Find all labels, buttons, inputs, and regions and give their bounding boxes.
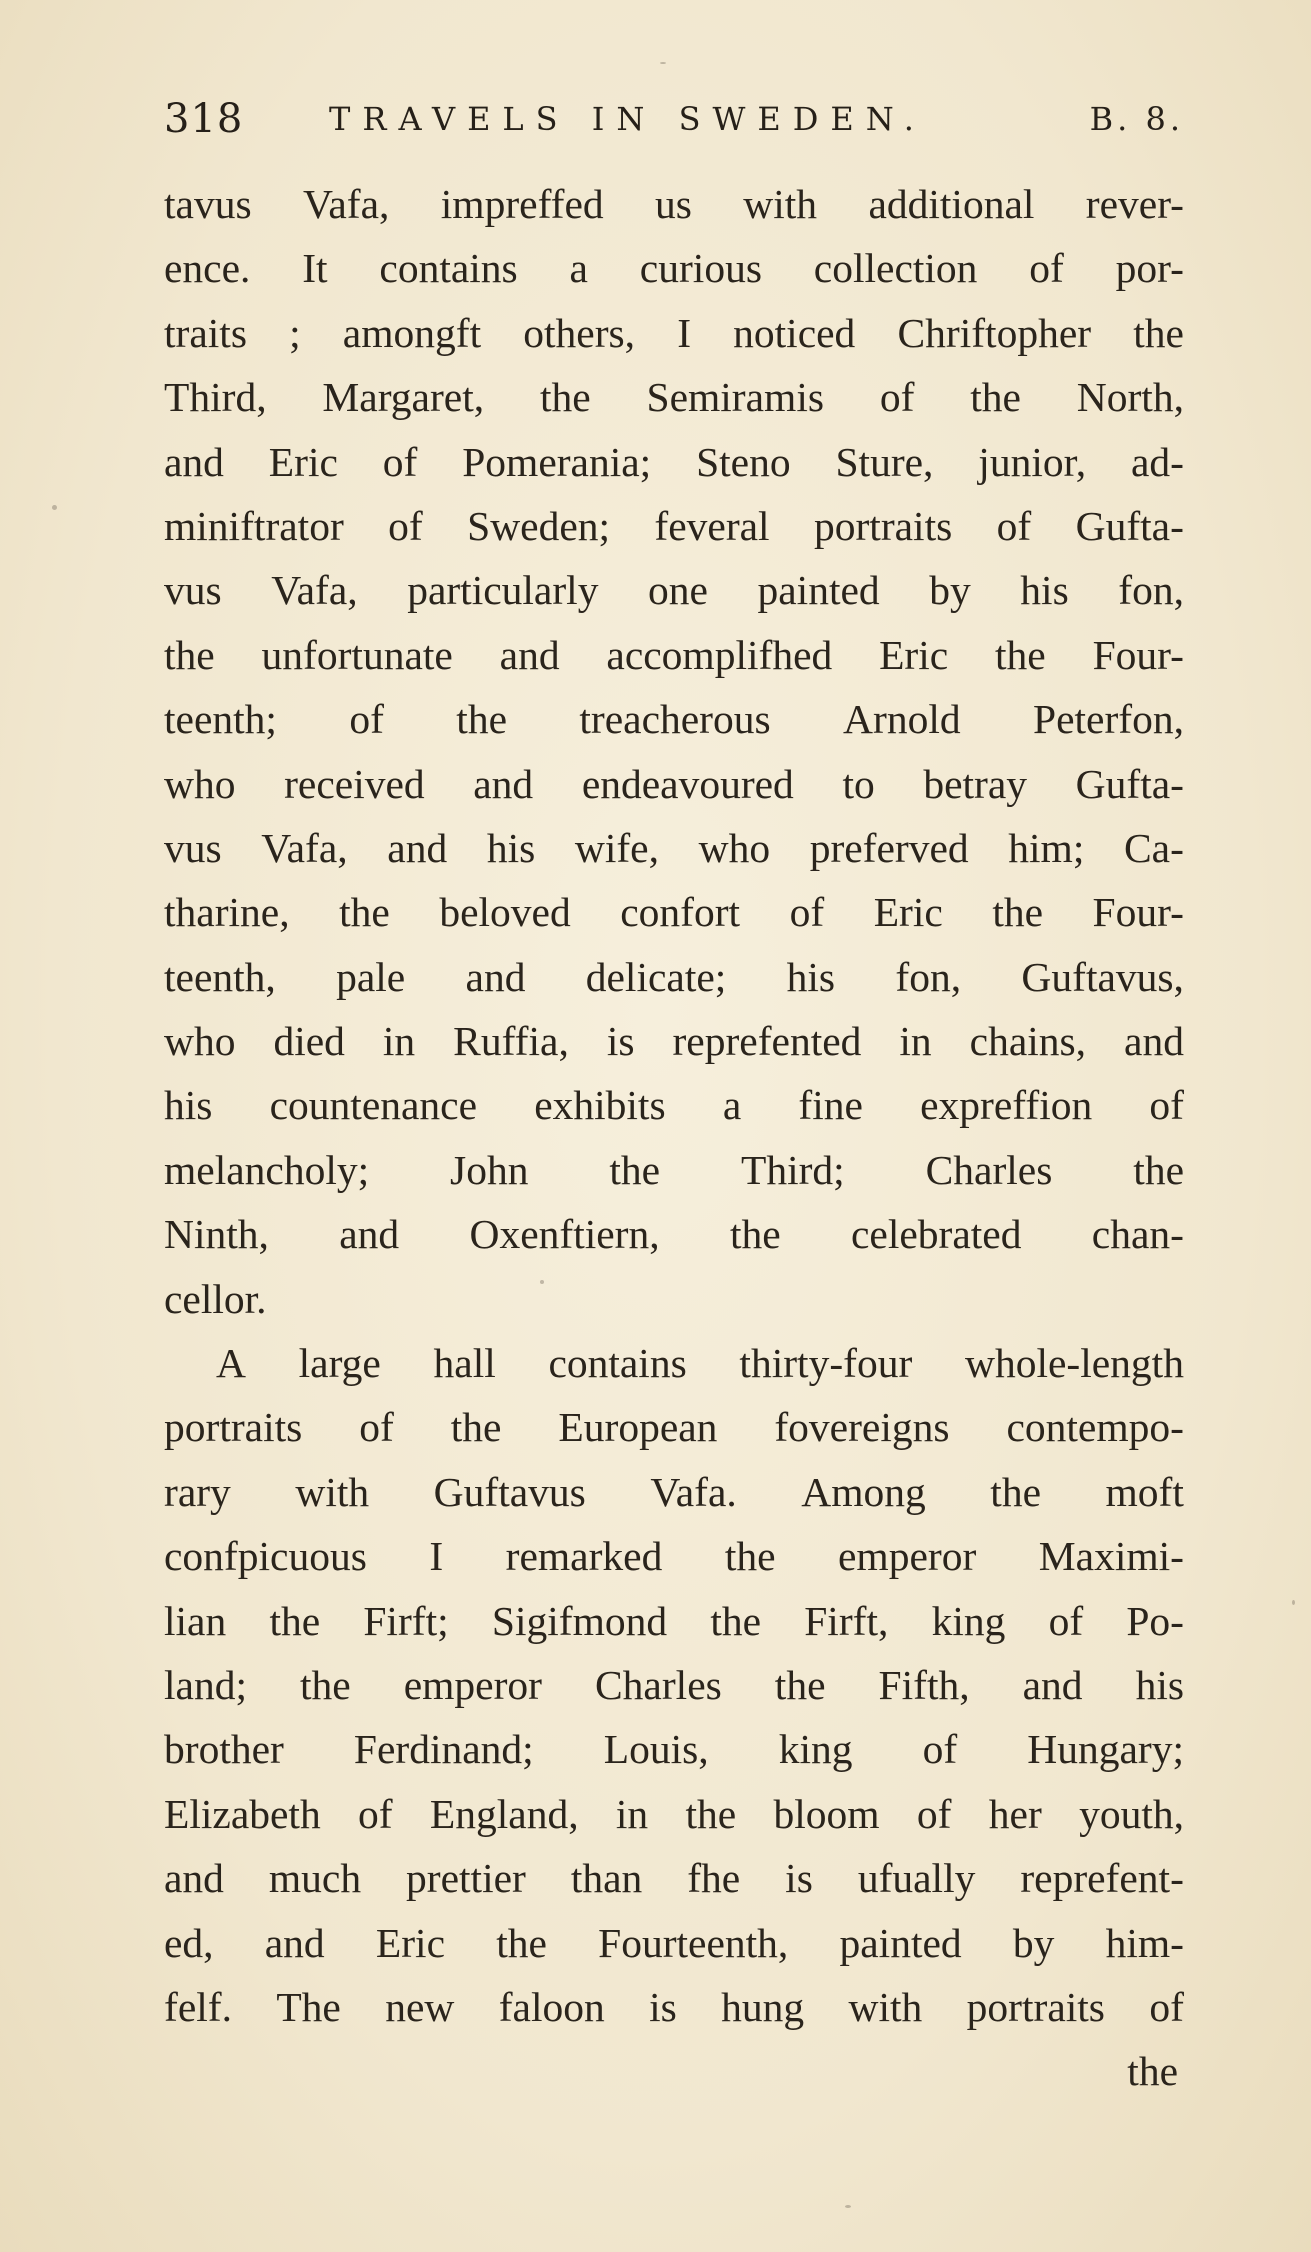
text-line [164, 1782, 1184, 1846]
word: fon, [895, 953, 962, 1000]
word: treacherous [579, 696, 771, 743]
word: traits [164, 309, 247, 356]
word: in [382, 1018, 416, 1065]
word: portraits [164, 1404, 303, 1451]
word: the [774, 1661, 826, 1708]
word: of [1048, 1597, 1084, 1644]
word: the [1133, 1146, 1184, 1193]
word: John [450, 1146, 529, 1193]
word: preferved [809, 824, 969, 871]
word: in [615, 1790, 649, 1837]
word: of [916, 1790, 952, 1837]
word: countenance [269, 1082, 478, 1129]
text-line [164, 816, 1184, 880]
text-line [164, 1073, 1184, 1137]
word: Eric [879, 631, 949, 678]
word: unfortunate [261, 631, 453, 678]
word: emperor [838, 1533, 977, 1580]
word: Firft, [804, 1597, 889, 1644]
word: rary [164, 1468, 231, 1515]
word: painted [839, 1919, 962, 1966]
word: one [648, 567, 708, 614]
word: Third, [164, 374, 267, 421]
word: the [995, 631, 1046, 678]
word: his [1020, 567, 1069, 614]
text-line [164, 1138, 1184, 1202]
word: by [929, 567, 971, 614]
word: portraits [813, 502, 953, 549]
word: betray [923, 760, 1028, 807]
word: teenth; [164, 696, 277, 743]
text-line [164, 1331, 1184, 1395]
word: and [264, 1919, 325, 1966]
word: tharine, [164, 889, 290, 936]
word: tavus [164, 181, 252, 227]
word: Eric [375, 1919, 445, 1966]
word: brother [164, 1726, 284, 1773]
word: of [1149, 1082, 1184, 1129]
word: vus [164, 567, 222, 614]
word: I [677, 309, 692, 356]
text-line [164, 494, 1184, 558]
word: is [606, 1018, 635, 1065]
word: is [649, 1983, 677, 2030]
word: Peterfon, [1033, 696, 1184, 743]
word: The [276, 1983, 341, 2030]
word: the [450, 1404, 502, 1451]
text-line [164, 172, 1184, 236]
word: the [992, 889, 1044, 936]
word: and [473, 760, 534, 807]
text-line [164, 623, 1184, 687]
word: the [729, 1211, 781, 1258]
text-line [164, 1911, 1184, 1975]
word: Gufta- [1075, 502, 1184, 549]
word: Chriftopher [897, 309, 1092, 356]
word: felf. [164, 1983, 232, 2030]
word: the [970, 374, 1021, 421]
text-line [164, 301, 1184, 365]
word: Arnold [843, 696, 961, 743]
word: beloved [439, 889, 571, 936]
text-line [164, 558, 1184, 622]
word: hall [433, 1340, 496, 1387]
word: Eric [873, 889, 943, 936]
word: Guftavus [433, 1468, 586, 1515]
word: and [164, 1855, 224, 1902]
word: remarked [505, 1533, 663, 1580]
word: rever- [1085, 181, 1184, 227]
text-line [164, 1975, 1184, 2039]
word: chan- [1091, 1211, 1184, 1258]
word: pale [336, 953, 406, 1000]
word: who [164, 760, 236, 807]
paper-speck [540, 1280, 544, 1284]
word: feveral [654, 502, 770, 549]
catchword: the [1127, 2048, 1178, 2095]
word: Ninth, [164, 1211, 269, 1258]
word: fine [798, 1082, 863, 1129]
word: us [655, 181, 692, 227]
word: Po- [1126, 1597, 1184, 1644]
word: and [1022, 1661, 1083, 1708]
text-line [164, 236, 1184, 300]
word: of [996, 502, 1032, 549]
word: fovereigns [774, 1404, 950, 1451]
word: amongft [342, 309, 482, 356]
word: the [609, 1146, 661, 1193]
word: a [722, 1082, 742, 1129]
word: Pomerania; [462, 438, 652, 485]
word: noticed [733, 309, 856, 356]
word: curious [639, 245, 762, 292]
body-text [164, 172, 1184, 2104]
paper-speck [845, 2205, 851, 2208]
word: Louis, [603, 1726, 709, 1773]
word: who [164, 1018, 236, 1065]
word: Firft; [363, 1597, 449, 1644]
running-title: TRAVELS IN SWEDEN. [329, 100, 926, 138]
word: received [284, 760, 425, 807]
word: the [339, 889, 390, 936]
word: the [1133, 309, 1184, 356]
word: the [164, 631, 215, 678]
word: who [698, 824, 771, 871]
word: Fifth, [878, 1661, 970, 1708]
paper-speck [660, 62, 666, 64]
word: thirty-four [739, 1340, 913, 1387]
word: vus [164, 824, 222, 871]
word: him; [1008, 824, 1085, 871]
word: the [539, 374, 591, 421]
word: Oxenftiern, [469, 1211, 660, 1258]
word: of [1029, 245, 1064, 292]
word: teenth, [164, 953, 276, 1000]
text-line [164, 1460, 1184, 1524]
book-marker: B. 8. [1089, 100, 1184, 138]
text-line [164, 430, 1184, 494]
word: reprefented [672, 1018, 862, 1065]
text-line [164, 1524, 1184, 1588]
word: fhe [687, 1855, 741, 1902]
word: the [685, 1790, 737, 1837]
word: died [273, 1018, 345, 1065]
word: youth, [1079, 1790, 1184, 1837]
page-number: 318 [164, 96, 244, 142]
word: Ca- [1123, 824, 1184, 871]
word: the [300, 1661, 351, 1708]
word: others, [523, 309, 636, 356]
word: junior, [978, 438, 1087, 485]
text-line [164, 365, 1184, 429]
word: of [382, 438, 418, 485]
word: accomplifhed [606, 631, 833, 678]
word: is [785, 1855, 813, 1902]
word: in [899, 1018, 932, 1065]
word: ence. [164, 245, 251, 292]
word: Ruffia, [453, 1018, 569, 1065]
word: and [164, 438, 224, 485]
word: moft [1105, 1468, 1184, 1515]
word: bloom [773, 1790, 880, 1837]
word: king [778, 1726, 853, 1773]
word: North, [1076, 374, 1184, 421]
word: delicate; [585, 953, 727, 1000]
word: emperor [403, 1661, 542, 1708]
word: contains [548, 1340, 687, 1387]
word: his [164, 1082, 213, 1129]
word: fon, [1118, 567, 1184, 614]
word: of [359, 1404, 394, 1451]
word: his [1135, 1661, 1184, 1708]
word: hung [721, 1983, 805, 2030]
text-line [164, 1589, 1184, 1653]
word: miniftrator [164, 502, 344, 549]
word: por- [1115, 245, 1184, 292]
word: the [710, 1597, 762, 1644]
word: of [789, 889, 825, 936]
word: of [388, 502, 423, 549]
word: particularly [407, 567, 599, 614]
word: and [387, 824, 448, 871]
word: collection [813, 245, 978, 292]
word: Guftavus, [1021, 953, 1184, 1000]
word: his [786, 953, 836, 1000]
word: than [570, 1855, 643, 1902]
word: Vafa. [650, 1468, 737, 1515]
word: additional [868, 181, 1035, 227]
word: of [1149, 1983, 1184, 2030]
word: whole-length [964, 1340, 1184, 1387]
word: and [339, 1211, 400, 1258]
paper-speck [52, 505, 57, 510]
word: expreffion [920, 1082, 1093, 1129]
word: Sigifmond [491, 1597, 668, 1644]
word: ; [289, 309, 301, 356]
word: Semiramis [646, 374, 824, 421]
word: Margaret, [322, 374, 485, 421]
word: celebrated [850, 1211, 1022, 1258]
text-line [164, 1009, 1184, 1073]
word: with [848, 1983, 923, 2030]
word: European [558, 1404, 718, 1451]
word: confpicuous [164, 1533, 367, 1580]
word: the [724, 1533, 776, 1580]
word: with [743, 181, 818, 227]
word: of [358, 1790, 393, 1837]
running-header [164, 92, 1184, 152]
word: Ferdinand; [353, 1726, 534, 1773]
text-line [164, 1202, 1184, 1266]
word: I [429, 1533, 444, 1580]
word: Fourteenth, [598, 1919, 789, 1966]
word: large [298, 1340, 381, 1387]
word: Among [801, 1468, 926, 1515]
word: Four- [1092, 889, 1184, 936]
word: Steno [696, 438, 791, 485]
word: impreffed [440, 181, 604, 227]
word: of [922, 1726, 958, 1773]
word: Third; [740, 1146, 845, 1193]
word: contempo- [1006, 1404, 1184, 1451]
word: It [302, 245, 328, 292]
word: lian [164, 1597, 227, 1644]
word: chains, [969, 1018, 1087, 1065]
text-line [164, 880, 1184, 944]
word: much [268, 1855, 362, 1902]
word: ufually [857, 1855, 976, 1902]
word: Vafa, [261, 824, 348, 871]
word: with [295, 1468, 370, 1515]
word: the [990, 1468, 1041, 1515]
word: the [496, 1919, 547, 1966]
text-line [164, 1846, 1184, 1910]
word: exhibits [534, 1082, 666, 1129]
word: her [988, 1790, 1042, 1837]
word: endeavoured [581, 760, 794, 807]
text-line [164, 687, 1184, 751]
word: new [385, 1983, 455, 2030]
word: of [349, 696, 384, 743]
word: Vafa, [271, 567, 358, 614]
word: Sweden; [467, 502, 611, 549]
word: contains [379, 245, 518, 292]
text-line [164, 752, 1184, 816]
word: Charles [595, 1661, 722, 1708]
word: Vafa, [302, 181, 390, 227]
word: England, [429, 1790, 579, 1837]
word: Four- [1092, 631, 1184, 678]
text-line [164, 945, 1184, 1009]
word: the [269, 1597, 321, 1644]
word: and [499, 631, 560, 678]
word: reprefent- [1020, 1855, 1184, 1902]
word: ad- [1131, 438, 1184, 485]
word: of [879, 374, 915, 421]
text-line [164, 1717, 1184, 1781]
word: melancholy; [164, 1146, 370, 1193]
word: painted [757, 567, 880, 614]
word: prettier [406, 1855, 526, 1902]
word: confort [620, 889, 741, 936]
word: land; [164, 1661, 247, 1708]
text-line [164, 1395, 1184, 1459]
word: Charles [925, 1146, 1053, 1193]
word: Eric [268, 438, 338, 485]
word: ed, [164, 1919, 214, 1966]
word: Sture, [835, 438, 934, 485]
word: by [1012, 1919, 1055, 1966]
text-line [164, 1653, 1184, 1717]
word: faloon [498, 1983, 605, 2030]
word: him- [1105, 1919, 1184, 1966]
word: the [456, 696, 507, 743]
word: portraits [966, 1983, 1105, 2030]
word: Hungary; [1027, 1726, 1184, 1773]
word: and [1124, 1018, 1184, 1065]
word: king [931, 1597, 1006, 1644]
word: to [842, 760, 875, 807]
word: A [216, 1340, 246, 1387]
paper-speck [1292, 1600, 1295, 1605]
word: a [569, 245, 588, 292]
word: and [465, 953, 526, 1000]
word: his [486, 824, 536, 871]
word: Elizabeth [164, 1790, 321, 1837]
word: Gufta- [1075, 760, 1184, 807]
text-line: cellor. [164, 1275, 267, 1322]
word: Maximi- [1038, 1533, 1184, 1580]
word: wife, [574, 824, 659, 871]
